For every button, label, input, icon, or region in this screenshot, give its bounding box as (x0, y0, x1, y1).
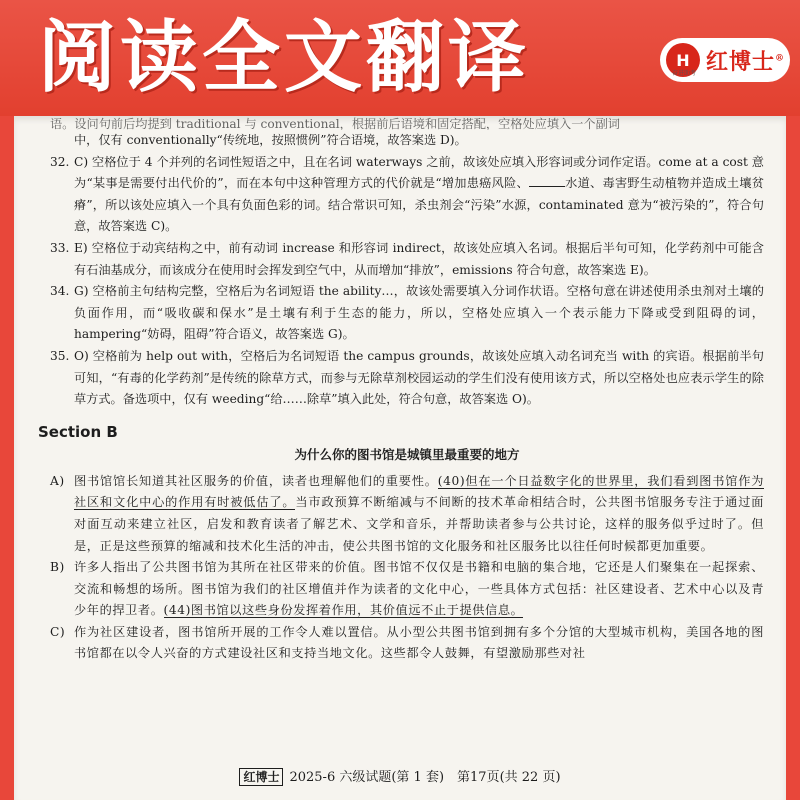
brand-logo (660, 38, 790, 82)
logo-text: 红博士® (706, 48, 786, 75)
passage-paragraph-b (50, 557, 764, 622)
footer-text: 2025-6 六级试题(第 1 套) 第17页(共 22 页) (289, 770, 561, 785)
answer-blank (529, 174, 565, 187)
cut-off-line: 语。设问句前后均提到 traditional 与 conventional，根据前后语境和固定搭配，空格处应填入一个副词 (50, 117, 620, 130)
page-content (38, 117, 765, 665)
passage-title: 为什么你的图书馆是城镇里最重要的地方 (294, 446, 520, 462)
passage-paragraph-c (50, 622, 764, 665)
answer-number: 33. (50, 240, 70, 255)
banner-title: 阅读全文翻译 (38, 13, 531, 103)
answer-text: G) 空格前主句结构完整，空格后为名词短语 the ability…，故该处需要填入分词作状语。空格句意在讲述使用杀虫剂对土壤的负面作用，而“吸收碳和保水”是土壤有利于生态的能力，所以，空格处应填入一个表示能力下降或受到阻碍的词，hampering“妨碍，阻碍”符合语义，故答案选 G)。 (74, 284, 764, 342)
answer-item-33 (50, 238, 764, 281)
paragraph-label: A) (50, 473, 65, 488)
paragraph-text: 作为社区建设者，图书馆所开展的工作令人难以置信。从小型公共图书馆到拥有多个分馆的大型城市机构，美国各地的图书馆都在以令人兴奋的方式建设社区和支持当地文化。这些都令人鼓舞，有望激励那些对社 (74, 624, 764, 661)
answer-text: C) 空格位于 4 个并列的名词性短语之中，且在名词 waterways 之前，故该处应填入形容词或分词作定语。come at a cost 意为“某事是需要付出代价的”，而在本句中这种管理方式的代价就是“增加患癌风险、 水道、毒害野生动植物并造成土壤贫瘠”，所以该处应填入一个具有负面色彩的词。结合常识可知，杀虫剂会“污染”水源，contaminated 意为“被污染的”，符合句意，故答案选 C)。 (74, 154, 764, 234)
underlined-sentence: (44)图书馆以这些身份发挥着作用，其价值远不止于提供信息。 (163, 603, 524, 618)
logo-mark-icon: H (666, 43, 700, 77)
passage-paragraph-a (50, 471, 764, 557)
paragraph-label: C) (50, 624, 66, 639)
footer-logo: 红博士 (239, 768, 283, 786)
answer-text: E) 空格位于动宾结构之中，前有动词 increase 和形容词 indirect，故该处应填入名词。根据后半句可知，化学药剂中可能含有石油基成分，而该成分在使用时会挥发到空气中，从而增加“排放”，emissions 符合句意，故答案选 E)。 (74, 240, 764, 277)
answer-text: O) 空格前为 help out with，空格后为名词短语 the campus grounds，故该处应填入动名词充当 with 的宾语。根据前半句可知，“有毒的化学药剂”是传统的除草方式，而参与无除草剂校园运动的学生们没有使用该方式，所以空格处也应表示学生的除草方式。备选项中，仅有 weeding“给……除草”填入此处，符合句意，故答案选 O)。 (74, 348, 764, 407)
paragraph-label: B) (50, 560, 65, 575)
answer-item-35 (50, 346, 764, 411)
page-footer (14, 768, 786, 788)
answer-number: 35. (50, 348, 70, 363)
answer-number: 32. (50, 154, 70, 169)
paragraph-text: 许多人指出了公共图书馆为其所在社区带来的价值。图书馆不仅仅是书籍和电脑的集合地，它还是人们聚集在一起探索、交流和畅想的场所。图书馆为我们的社区增值并作为读者的文化中心，一些具体方式包括：社区建设者、艺术中心以及青少年的捍卫者。(44)图书馆以这些身份发挥着作用，其价值远不止于提供信息。 (74, 560, 764, 618)
logo-subtitle: 奋进助考 (671, 70, 696, 77)
answer-item-32 (50, 152, 764, 238)
underlined-sentence: (40)但在一个日益数字化的世界里，我们看到图书馆作为社区和文化中心的作用有时被低估了。 (74, 473, 764, 510)
answer-31-tail: 中，仅有 conventionally“传统地，按照惯例”符合语境，故答案选 D)。 (74, 133, 467, 147)
answer-number: 34. (50, 284, 70, 299)
answer-item-34 (50, 281, 764, 346)
section-heading: Section B (38, 422, 118, 441)
paragraph-text: 图书馆馆长知道其社区服务的价值，读者也理解他们的重要性。(40)但在一个日益数字化的世界里，我们看到图书馆作为社区和文化中心的作用有时被低估了。当市政预算不断缩减与不间断的技术革命相结合时，公共图书馆服务专注于通过面对面互动来建立社区，启发和教育读者了解艺术、文学和音乐，并帮助读者参与公共讨论，这样的服务似乎过时了。但是，正是这些预算的缩减和技术化生活的冲击，使公共图书馆的文化服务和社区服务比以往任何时候都更加重要。 (74, 473, 765, 553)
title-banner (0, 0, 800, 116)
document-page (14, 116, 786, 800)
